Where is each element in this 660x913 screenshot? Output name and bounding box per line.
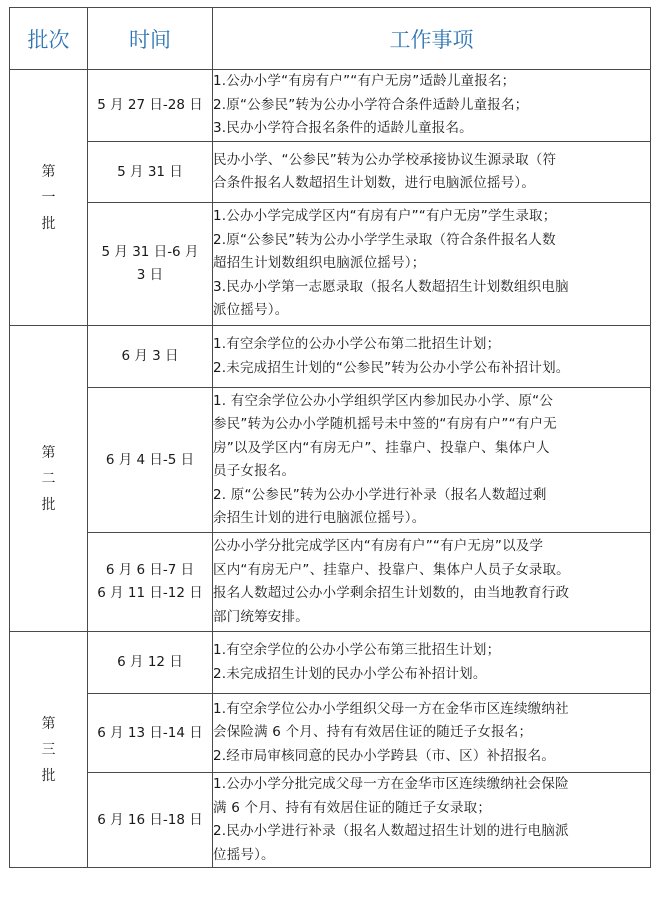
time-text: 6 月 16 日-18 日 xyxy=(97,811,203,828)
matter-cell xyxy=(213,326,651,388)
time-cell xyxy=(88,326,213,388)
matter-text: 3.民办小学符合报名条件的适龄儿童报名。 xyxy=(213,120,473,137)
matter-text: 1.有空余学位公办小学组织父母一方在金华市区连续缴纳社 xyxy=(213,700,569,717)
table-row xyxy=(10,142,651,203)
matter-text: 1.公办小学分批完成父母一方在金华市区连续缴纳社会保险 xyxy=(213,776,569,792)
matter-text: 部门统筹安排。 xyxy=(213,608,309,625)
matter-text: 2.民办小学进行补录（报名人数超过招生计划的进行电脑派 xyxy=(213,823,569,839)
table-row xyxy=(10,533,651,632)
table-row xyxy=(10,632,651,694)
matter-text: 2.原“公参民”转为公办小学符合条件适龄儿童报名； xyxy=(213,96,529,113)
time-cell xyxy=(88,694,213,773)
matter-text: 2.经市局审核同意的民办小学跨县（市、区）补招报名。 xyxy=(213,747,556,764)
matter-text: 1. 有空余学位公办小学组织学区内参加民办小学、原“公 xyxy=(213,392,554,409)
table-row xyxy=(10,203,651,326)
matter-text: 民办小学、“公参民”转为公办学校承接协议生源录取（符 xyxy=(213,151,557,168)
time-text: 5 月 31 日 xyxy=(117,163,183,180)
matter-text: 2. 原“公参民”转为公办小学进行补录（报名人数超过剩 xyxy=(213,486,547,503)
matter-text: 派位摇号）。 xyxy=(213,302,289,319)
time-cell xyxy=(88,142,213,203)
matter-text: 报名人数超过公办小学剩余招生计划数的，由当地教育行政 xyxy=(213,585,570,601)
time-cell xyxy=(88,388,213,533)
matter-text: 超招生计划数组织电脑派位摇号）； xyxy=(213,255,426,272)
matter-cell xyxy=(213,632,651,694)
time-text: 6 月 13 日-14 日 xyxy=(97,724,203,741)
matter-cell xyxy=(213,203,651,326)
matter-text: 2.未完成招生计划的民办小学公布补招计划。 xyxy=(213,665,487,682)
header-batch: 批次 xyxy=(10,8,88,70)
matter-text: 2.未完成招生计划的“公参民”转为公办小学公布补招计划。 xyxy=(213,359,570,376)
enrollment-schedule-table xyxy=(9,7,651,868)
matter-text: 满 6 个月、持有有效居住证的随迁子女录取； xyxy=(213,799,492,816)
matter-text: 合条件报名人数超招生计划数，进行电脑派位摇号）。 xyxy=(213,175,536,191)
matter-text: 1.有空余学位的公办小学公布第二批招生计划； xyxy=(213,336,501,352)
matter-text: 员子女报名。 xyxy=(213,463,296,479)
table-row xyxy=(10,694,651,773)
batch-label-char: 一 xyxy=(41,189,56,206)
matter-text: 参民”转为公办小学随机摇号未中签的“有房有户”“有户无 xyxy=(213,416,557,432)
batch-label-char: 三 xyxy=(41,741,56,758)
header-row xyxy=(10,8,651,70)
matter-text: 余招生计划的进行电脑派位摇号）。 xyxy=(213,510,426,526)
matter-text: 1.有空余学位的公办小学公布第三批招生计划； xyxy=(213,642,501,658)
time-cell xyxy=(88,203,213,326)
matter-text: 区内“有房无户”、挂靠户、投靠户、集体户人员子女录取。 xyxy=(213,561,570,578)
header-matter: 工作事项 xyxy=(213,8,651,70)
matter-cell xyxy=(213,388,651,533)
time-text: 6 月 11 日-12 日 xyxy=(97,585,203,601)
batch-label-char: 第 xyxy=(41,163,56,180)
matter-text: 1.公办小学“有房有户”“有户无房”适龄儿童报名； xyxy=(213,73,516,90)
table-row xyxy=(10,70,651,142)
batch-label-char: 二 xyxy=(41,470,56,487)
time-text: 6 月 4 日-5 日 xyxy=(105,451,195,468)
matter-cell xyxy=(213,142,651,203)
time-text: 5 月 31 日-6 月 xyxy=(101,244,199,260)
time-cell xyxy=(88,773,213,868)
time-cell xyxy=(88,533,213,632)
time-text: 6 月 3 日 xyxy=(121,348,179,364)
table-row xyxy=(10,773,651,868)
header-time: 时间 xyxy=(88,8,213,70)
time-text: 6 月 6 日-7 日 xyxy=(105,562,195,578)
matter-text: 会保险满 6 个月、持有有效居住证的随迁子女报名； xyxy=(213,724,533,741)
matter-text: 3.民办小学第一志愿录取（报名人数超招生计划数组织电脑 xyxy=(213,278,569,295)
matter-cell xyxy=(213,773,651,868)
batch-label-char: 第 xyxy=(41,444,56,461)
table-row xyxy=(10,388,651,533)
matter-cell xyxy=(213,533,651,632)
matter-text: 位摇号）。 xyxy=(213,846,275,863)
batch-label-char: 批 xyxy=(41,496,56,513)
batch-cell xyxy=(10,632,88,868)
batch-label-char: 第 xyxy=(41,715,56,732)
time-text: 5 月 27 日-28 日 xyxy=(97,97,203,113)
batch-label-char: 批 xyxy=(41,215,56,232)
matter-text: 房”以及学区内“有房无户”、挂靠户、投靠户、集体户人 xyxy=(213,439,550,456)
batch-label-char: 批 xyxy=(41,767,56,784)
time-cell xyxy=(88,70,213,142)
table-row xyxy=(10,326,651,388)
matter-cell xyxy=(213,694,651,773)
matter-text: 1.公办小学完成学区内“有房有户”“有户无房”学生录取； xyxy=(213,208,557,225)
matter-cell xyxy=(213,70,651,142)
matter-text: 2.原“公参民”转为公办小学学生录取（符合条件报名人数 xyxy=(213,231,556,248)
time-cell xyxy=(88,632,213,694)
batch-cell xyxy=(10,70,88,326)
time-text: 6 月 12 日 xyxy=(117,654,183,670)
time-text: 3 日 xyxy=(136,267,164,283)
batch-cell xyxy=(10,326,88,632)
matter-text: 公办小学分批完成学区内“有房有户”“有户无房”以及学 xyxy=(213,538,544,554)
